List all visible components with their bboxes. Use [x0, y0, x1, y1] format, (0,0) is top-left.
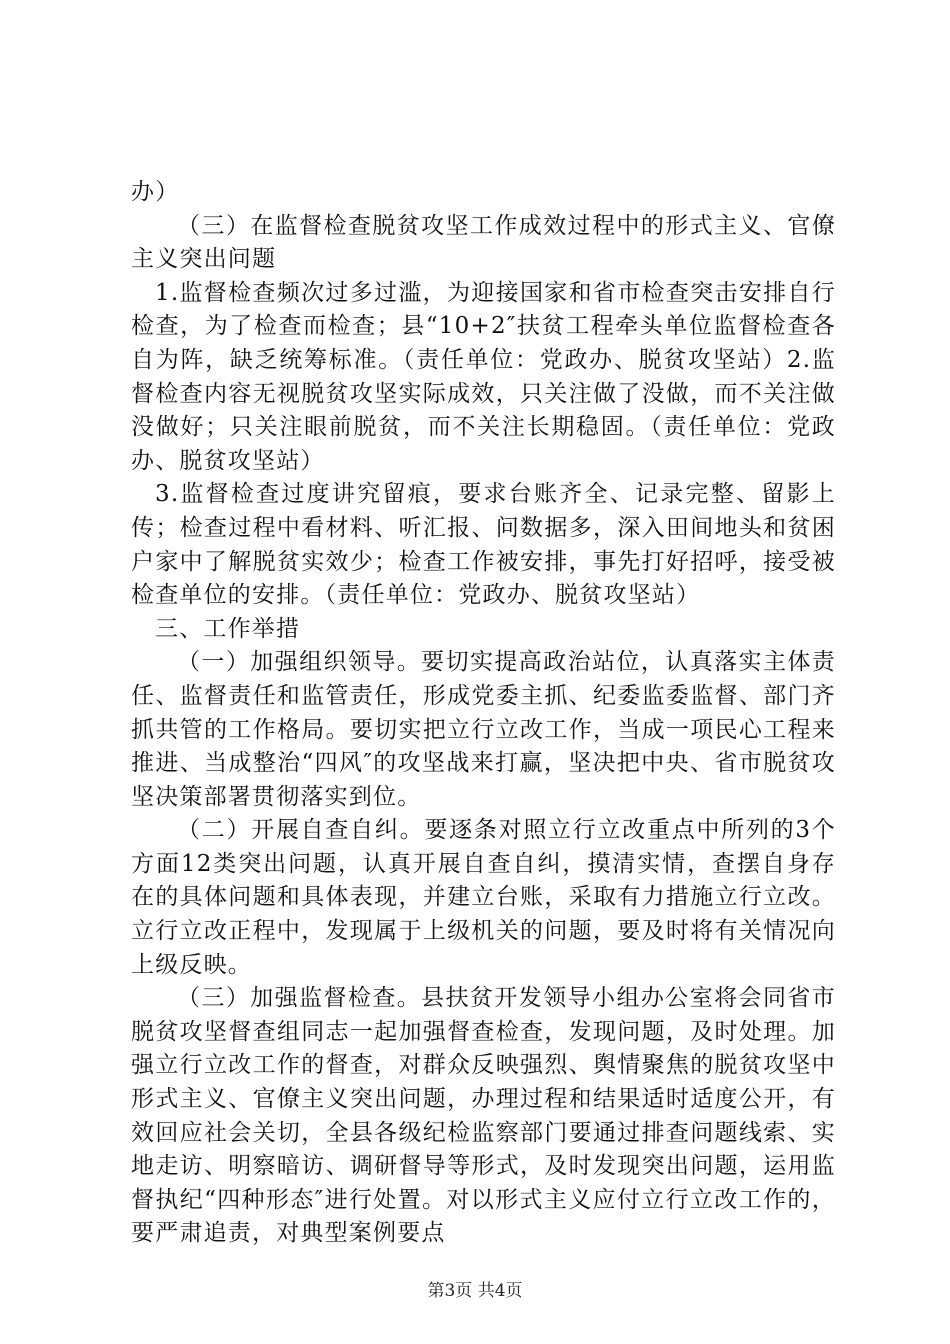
paragraph-measure-3: （三）加强监督检查。县扶贫开发领导小组办公室将会同省市脱贫攻坚督查组同志一起加强督查检查，发现问题，及时处理。加强立行立改工作的督查，对群众反映强烈、舆情聚焦的脱贫攻坚中形式主义、官僚主义突出问题，办理过程和结果适时适度公开，有效回应社会关切，全县各级纪检监察部门要通过排查问题线索、实地走访、明察暗访、调研督导等形式，及时发现突出问题，运用监督执纪“四种形态″进行处置。对以形式主义应付立行立改工作的，要严肃追责，对典型案例要点	[131, 985, 836, 1247]
page-footer	[0, 1276, 950, 1301]
page-number-label: 第3页 共4页	[427, 1281, 523, 1301]
paragraph-measure-2: （二）开展自查自纠。要逐条对照立行立改重点中所列的3个方面12类突出问题，认真开展自查自纠，摸清实情，查摆自身存在的具体问题和具体表现，并建立台账，采取有力措施立行立改。立行立改正程中，发现属于上级机关的问题，要及时将有关情况向上级反映。	[131, 817, 836, 978]
section-heading-work-measures: 三、工作举措	[155, 615, 301, 642]
paragraph-item-3: 3.监督检查过度讲究留痕，要求台账齐全、记录完整、留影上传；检查过程中看材料、听汇报、问数据多，深入田间地头和贫困户家中了解脱贫实效少；检查工作被安排，事先打好招呼，接受被检查单位的安排。（责任单位：党政办、脱贫攻坚站）	[131, 481, 836, 609]
document-body	[131, 176, 836, 1251]
paragraph-continuation: 办）	[131, 179, 180, 205]
paragraph-item-1-2: 1.监督检查频次过多过滥，为迎接国家和省市检查突击安排自行检查，为了检查而检查；县“10+2″扶贫工程牵头单位监督检查各自为阵，缺乏统筹标准。（责任单位：党政办、脱贫攻坚站）2.监督检查内容无视脱贫攻坚实际成效，只关注做了没做，而不关注做没做好；只关注眼前脱贫，而不关注长期稳固。（责任单位：党政办、脱贫攻坚站）	[131, 279, 836, 474]
paragraph-measure-1: （一）加强组织领导。要切实提高政治站位，认真落实主体责任、监督责任和监管责任，形成党委主抓、纪委监委监督、部门齐抓共管的工作格局。要切实把立行立改工作，当成一项民心工程来推进、当成整治“四风″的攻坚战来打赢，坚决把中央、省市脱贫攻坚决策部署贯彻落实到位。	[131, 649, 836, 810]
paragraph-section-three-heading: （三）在监督检查脱贫攻坚工作成效过程中的形式主义、官僚主义突出问题	[131, 212, 836, 273]
